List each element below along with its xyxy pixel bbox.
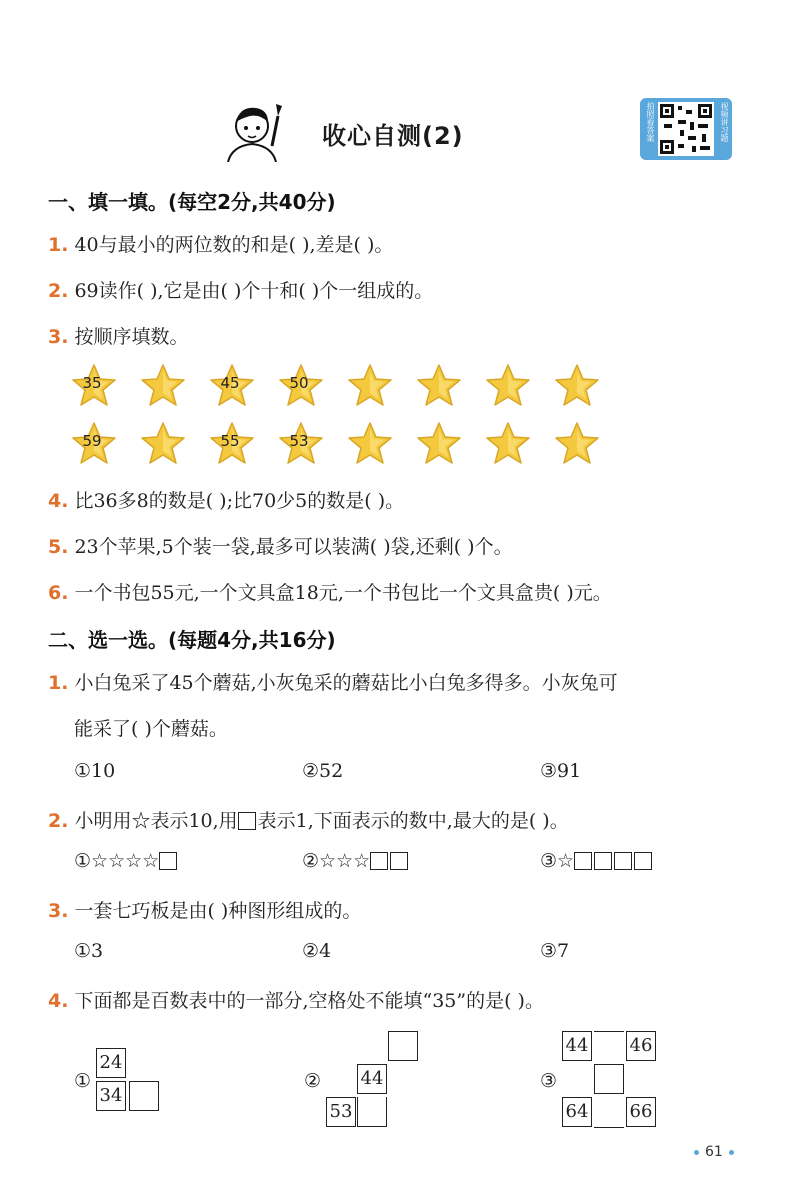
square-symbol-icon: [574, 852, 592, 870]
s2-q4-option-1-mark[interactable]: ①: [74, 1070, 92, 1092]
boy-mascot-icon: [222, 96, 292, 162]
square-symbol-icon: [634, 852, 652, 870]
star-number: 59: [82, 432, 102, 450]
s2-q3-option-2[interactable]: ②4: [302, 940, 332, 962]
star-icon: [415, 420, 463, 468]
s2-q2-option-3[interactable]: ③☆: [540, 850, 654, 872]
star-number: 55: [220, 432, 240, 450]
star-icon: [277, 362, 325, 410]
star-icon: [415, 362, 463, 410]
grid-cell-blank: [388, 1031, 418, 1061]
star-icon: [484, 362, 532, 410]
square-symbol-icon: [159, 852, 177, 870]
dot-icon: [729, 1150, 734, 1155]
star-number: 50: [289, 374, 309, 392]
grid-cell: 44: [357, 1064, 387, 1094]
square-symbol-icon: [370, 852, 388, 870]
grid-cell: 44: [562, 1031, 592, 1061]
qr-pattern-icon: [658, 102, 714, 156]
star-icon: [346, 420, 394, 468]
s2-q2-option-1[interactable]: ①☆☆☆☆: [74, 850, 179, 872]
s2-q2-option-2[interactable]: ②☆☆☆: [302, 850, 410, 872]
grid-cell: 34: [96, 1081, 126, 1111]
grid-line: [594, 1031, 624, 1033]
grid-cell: 46: [626, 1031, 656, 1061]
s2-q4-option-3-mark[interactable]: ③: [540, 1070, 558, 1092]
star-icon: [277, 420, 325, 468]
grid-cell: 66: [626, 1097, 656, 1127]
s1-question-2: 2. 69读作( ),它是由( )个十和( )个一组成的。: [48, 280, 434, 302]
star-icon: [208, 362, 256, 410]
star-icon: [484, 420, 532, 468]
s2-question-1-line2: 能采了( )个蘑菇。: [74, 718, 228, 740]
s1-question-1: 1. 40与最小的两位数的和是( ),差是( )。: [48, 234, 394, 256]
star-number: 45: [220, 374, 240, 392]
star-icon: [139, 362, 187, 410]
s2-question-2: 2. 小明用☆表示10,用 表示1,下面表示的数中,最大的是( )。: [48, 810, 569, 832]
star-number: 35: [82, 374, 102, 392]
s2-q1-option-2[interactable]: ②52: [302, 760, 344, 782]
page-title: 收心自测(2): [322, 122, 464, 150]
star-icon: [208, 420, 256, 468]
s1-question-6: 6. 一个书包55元,一个文具盒18元,一个书包比一个文具盒贵( )元。: [48, 582, 612, 604]
s2-q3-option-3[interactable]: ③7: [540, 940, 570, 962]
section2-heading: 二、选一选。(每题4分,共16分): [48, 628, 336, 652]
star-icon: [346, 362, 394, 410]
grid-cell: 53: [326, 1097, 356, 1127]
s2-q1-option-1[interactable]: ①10: [74, 760, 116, 782]
star-icon: [70, 362, 118, 410]
grid-cell-blank: [357, 1097, 387, 1127]
grid-cell: 24: [96, 1048, 126, 1078]
qr-code-icon[interactable]: [640, 98, 732, 160]
s2-question-1: 1. 小白兔采了45个蘑菇,小灰兔采的蘑菇比小白兔多得多。小灰兔可: [48, 672, 618, 694]
s2-q4-option-2-mark[interactable]: ②: [304, 1070, 322, 1092]
grid-line: [594, 1127, 624, 1129]
qr-right-label: 视频讲习题: [720, 102, 729, 142]
title-area: [222, 96, 522, 166]
star-icon: [553, 362, 601, 410]
s2-question-4: 4. 下面都是百数表中的一部分,空格处不能填“35”的是( )。: [48, 990, 544, 1012]
s2-q3-option-1[interactable]: ①3: [74, 940, 104, 962]
grid-cell-blank: [594, 1064, 624, 1094]
star-number: 53: [289, 432, 309, 450]
grid-cell: 64: [562, 1097, 592, 1127]
square-symbol-icon: [238, 812, 256, 830]
square-symbol-icon: [390, 852, 408, 870]
square-symbol-icon: [594, 852, 612, 870]
qr-left-label: 拍照看答案: [646, 102, 655, 142]
s2-q1-option-3[interactable]: ③91: [540, 760, 582, 782]
star-icon: [553, 420, 601, 468]
section1-heading: 一、填一填。(每空2分,共40分): [48, 190, 336, 214]
dot-icon: [694, 1150, 699, 1155]
star-icon: [70, 420, 118, 468]
square-symbol-icon: [614, 852, 632, 870]
grid-cell-blank: [129, 1081, 159, 1111]
s1-question-4: 4. 比36多8的数是( );比70少5的数是( )。: [48, 490, 405, 512]
s1-question-3: 3. 按顺序填数。: [48, 326, 189, 348]
s2-question-3: 3. 一套七巧板是由( )种图形组成的。: [48, 900, 362, 922]
s1-question-5: 5. 23个苹果,5个装一袋,最多可以装满( )袋,还剩( )个。: [48, 536, 513, 558]
star-icon: [139, 420, 187, 468]
page-number: 61: [688, 1144, 740, 1160]
